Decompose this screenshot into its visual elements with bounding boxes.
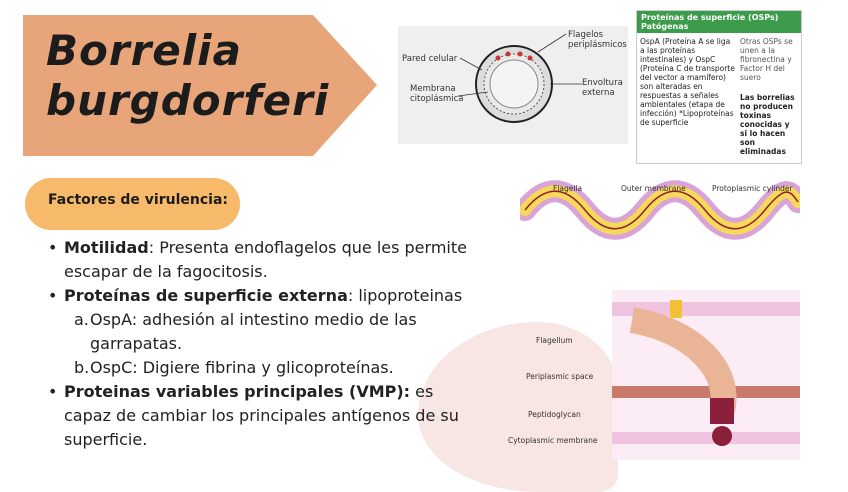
osp-table — [636, 10, 802, 164]
figure-label: Flagella — [553, 184, 583, 193]
figure-label: Periplasmic space — [526, 372, 594, 381]
list-item: • Proteinas variables principales (VMP): es capaz de cambiar los principales antígenos de su superficie. — [48, 382, 459, 449]
list-item: • Proteínas de superficie externa: lipoproteinas — [48, 286, 463, 305]
membrane-figure — [612, 290, 800, 460]
figure-label: Outer membrane — [621, 184, 686, 193]
list-item: • Motilidad: Presenta endoflagelos que les permite escapar de la fagocitosis. — [48, 238, 467, 281]
cross-section-figure: Pared celular Flagelos periplásmicos Membrana citoplásmica Envoltura externa — [398, 26, 628, 144]
figure-label: Cytoplasmic membrane — [508, 436, 598, 445]
table-header: Proteínas de superficie (OSPs) Patógenas — [637, 11, 801, 33]
page-title: Borrelia burgdorferi — [46, 26, 330, 125]
figure-label: Flagellum — [536, 336, 573, 345]
sub-list-item: a. OspA: adhesión al intestino medio de las garrapatas. — [74, 310, 417, 353]
figure-label: Protoplasmic cylinder — [712, 184, 793, 193]
table-cell: Las borrelias no producen toxinas conocidas y si lo hacen son eliminadas — [740, 93, 795, 156]
table-cell: OspA (Proteína A se liga a las proteínas intestinales) y OspC (Proteína C de transporte del vector a mamífero) son alteradas en respuestas a señales ambientales (etapa de infección) *Lipoproteínas de superficie — [640, 37, 735, 127]
figure-label: Peptidoglycan — [528, 410, 581, 419]
sub-list-item: b. OspC: Digiere fibrina y glicoproteínas. — [74, 358, 394, 377]
virulence-list — [48, 236, 468, 452]
section-title: Factores de virulencia: — [48, 192, 228, 208]
table-cell: Otras OSPs se unen a la fibronectina y Factor H del suero — [740, 37, 793, 82]
